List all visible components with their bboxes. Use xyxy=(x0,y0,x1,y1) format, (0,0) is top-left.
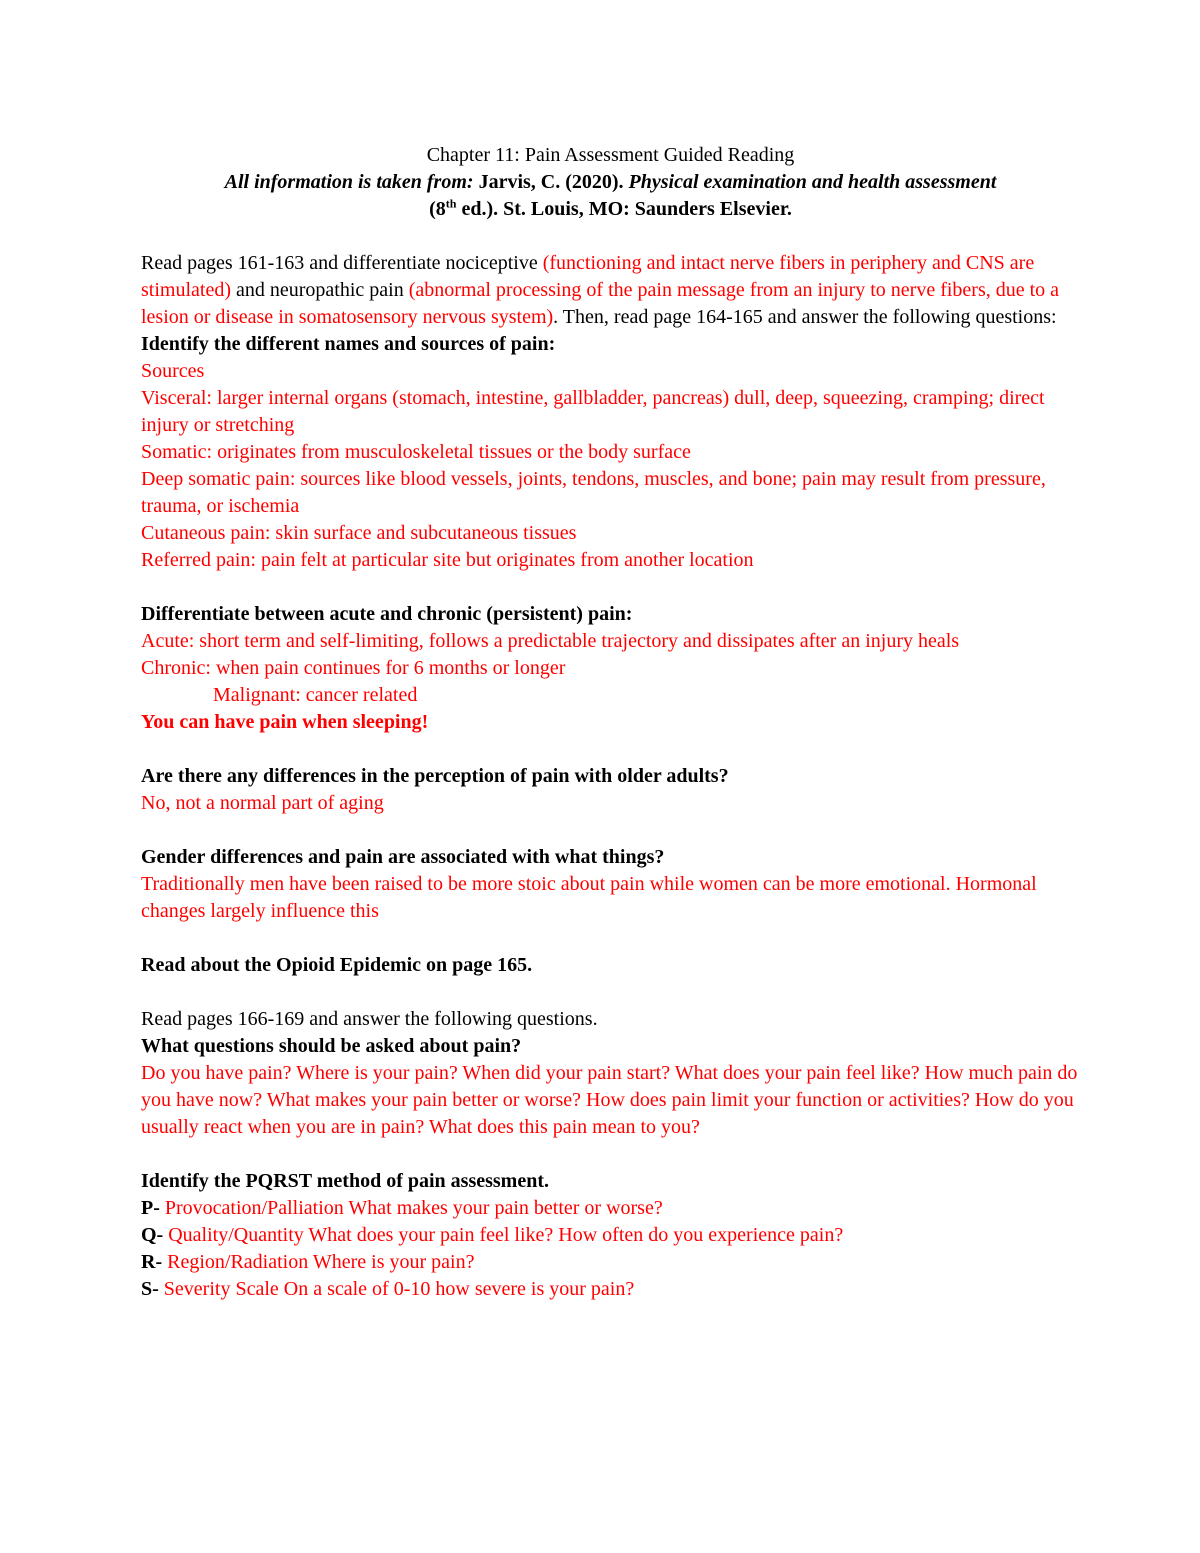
pqrst-letter: P- xyxy=(141,1197,160,1219)
reading-instruction: Read pages 166-169 and answer the following questions. xyxy=(141,1008,598,1030)
pqrst-text: Region/Radiation Where is your pain? xyxy=(162,1251,475,1273)
answer-note: You can have pain when sleeping! xyxy=(141,711,429,733)
pqrst-text: Quality/Quantity What does your pain feel like? How often do you experience pain? xyxy=(163,1224,844,1246)
intro-text-2: and neuropathic pain xyxy=(230,279,409,301)
question-older-adults: Are there any differences in the perception of pain with older adults? xyxy=(141,765,729,787)
answer-line: Cutaneous pain: skin surface and subcutaneous tissues xyxy=(141,522,577,544)
question-gender: Gender differences and pain are associated with what things? xyxy=(141,846,665,868)
question-sources: Identify the different names and sources of pain: xyxy=(141,333,556,355)
edition-publisher: ed.). St. Louis, MO: Saunders Elsevier. xyxy=(456,198,792,220)
citation-book-title: Physical examination and health assessment xyxy=(628,171,997,193)
intro-text-1: Read pages 161-163 and differentiate nociceptive xyxy=(141,252,543,274)
answer-gender: Traditionally men have been raised to be more stoic about pain while women can be more emotional. Hormonal changes largely influence this xyxy=(141,873,1037,922)
citation-lead: All information is taken from: xyxy=(224,171,474,193)
spacer xyxy=(141,817,1080,844)
intro-answer-neuropathic: (abnormal processing of the pain message from an injury to nerve fibers, due to a lesion or disease in somatosensory nervous system) xyxy=(141,279,1060,328)
intro-text-3: . Then, read page 164-165 and answer the following questions: xyxy=(553,306,1057,328)
citation-line xyxy=(141,169,1080,196)
pqrst-item xyxy=(141,1195,1080,1222)
answer-acute: Acute: short term and self-limiting, follows a predictable trajectory and dissipates after an injury heals xyxy=(141,630,960,652)
pqrst-letter: R- xyxy=(141,1251,163,1273)
answer-line: Somatic: originates from musculoskeletal tissues or the body surface xyxy=(141,441,691,463)
intro-answer-nociceptive: (functioning and intact nerve fibers in periphery and CNS are stimulated) xyxy=(141,252,1035,301)
question-pain-questions: What questions should be asked about pain? xyxy=(141,1035,522,1057)
pqrst-text: Severity Scale On a scale of 0-10 how severe is your pain? xyxy=(158,1278,635,1300)
answer-pain-questions: Do you have pain? Where is your pain? When did your pain start? What does your pain feel like? How much pain do you have now? What makes your pain better or worse? How does pain limit your function or activities? How do you usually react when you are in pain? What does this pain mean to you? xyxy=(141,1062,1078,1138)
spacer xyxy=(141,574,1080,601)
edition-open: (8 xyxy=(429,198,446,220)
answer-line: Sources xyxy=(141,360,205,382)
spacer xyxy=(141,1141,1080,1168)
answer-older-adults: No, not a normal part of aging xyxy=(141,792,384,814)
spacer xyxy=(141,736,1080,763)
citation-edition-line xyxy=(141,196,1080,223)
pqrst-letter: Q- xyxy=(141,1224,164,1246)
document-title: Chapter 11: Pain Assessment Guided Reading xyxy=(426,144,795,166)
edition-superscript: th xyxy=(445,196,457,211)
spacer xyxy=(141,925,1080,952)
intro-paragraph xyxy=(141,250,1080,331)
citation-author: Jarvis, C. (2020). xyxy=(473,171,629,193)
pqrst-item xyxy=(141,1249,1080,1276)
pqrst-item xyxy=(141,1276,1080,1303)
opioid-instruction: Read about the Opioid Epidemic on page 165. xyxy=(141,954,533,976)
spacer xyxy=(141,979,1080,1006)
answer-line: Referred pain: pain felt at particular site but originates from another location xyxy=(141,549,754,571)
answer-line: Visceral: larger internal organs (stomach, intestine, gallbladder, pancreas) dull, deep, squeezing, cramping; direct injury or stretching xyxy=(141,387,1045,436)
pqrst-text: Provocation/Palliation What makes your pain better or worse? xyxy=(159,1197,663,1219)
question-pqrst: Identify the PQRST method of pain assessment. xyxy=(141,1170,549,1192)
answer-line: Deep somatic pain: sources like blood vessels, joints, tendons, muscles, and bone; pain may result from pressure, trauma, or ischemia xyxy=(141,468,1046,517)
question-acute-chronic: Differentiate between acute and chronic (persistent) pain: xyxy=(141,603,633,625)
answer-malignant: Malignant: cancer related xyxy=(213,684,418,706)
spacer xyxy=(141,223,1080,250)
pqrst-item xyxy=(141,1222,1080,1249)
pqrst-letter: S- xyxy=(141,1278,159,1300)
answer-chronic: Chronic: when pain continues for 6 months or longer xyxy=(141,657,566,679)
